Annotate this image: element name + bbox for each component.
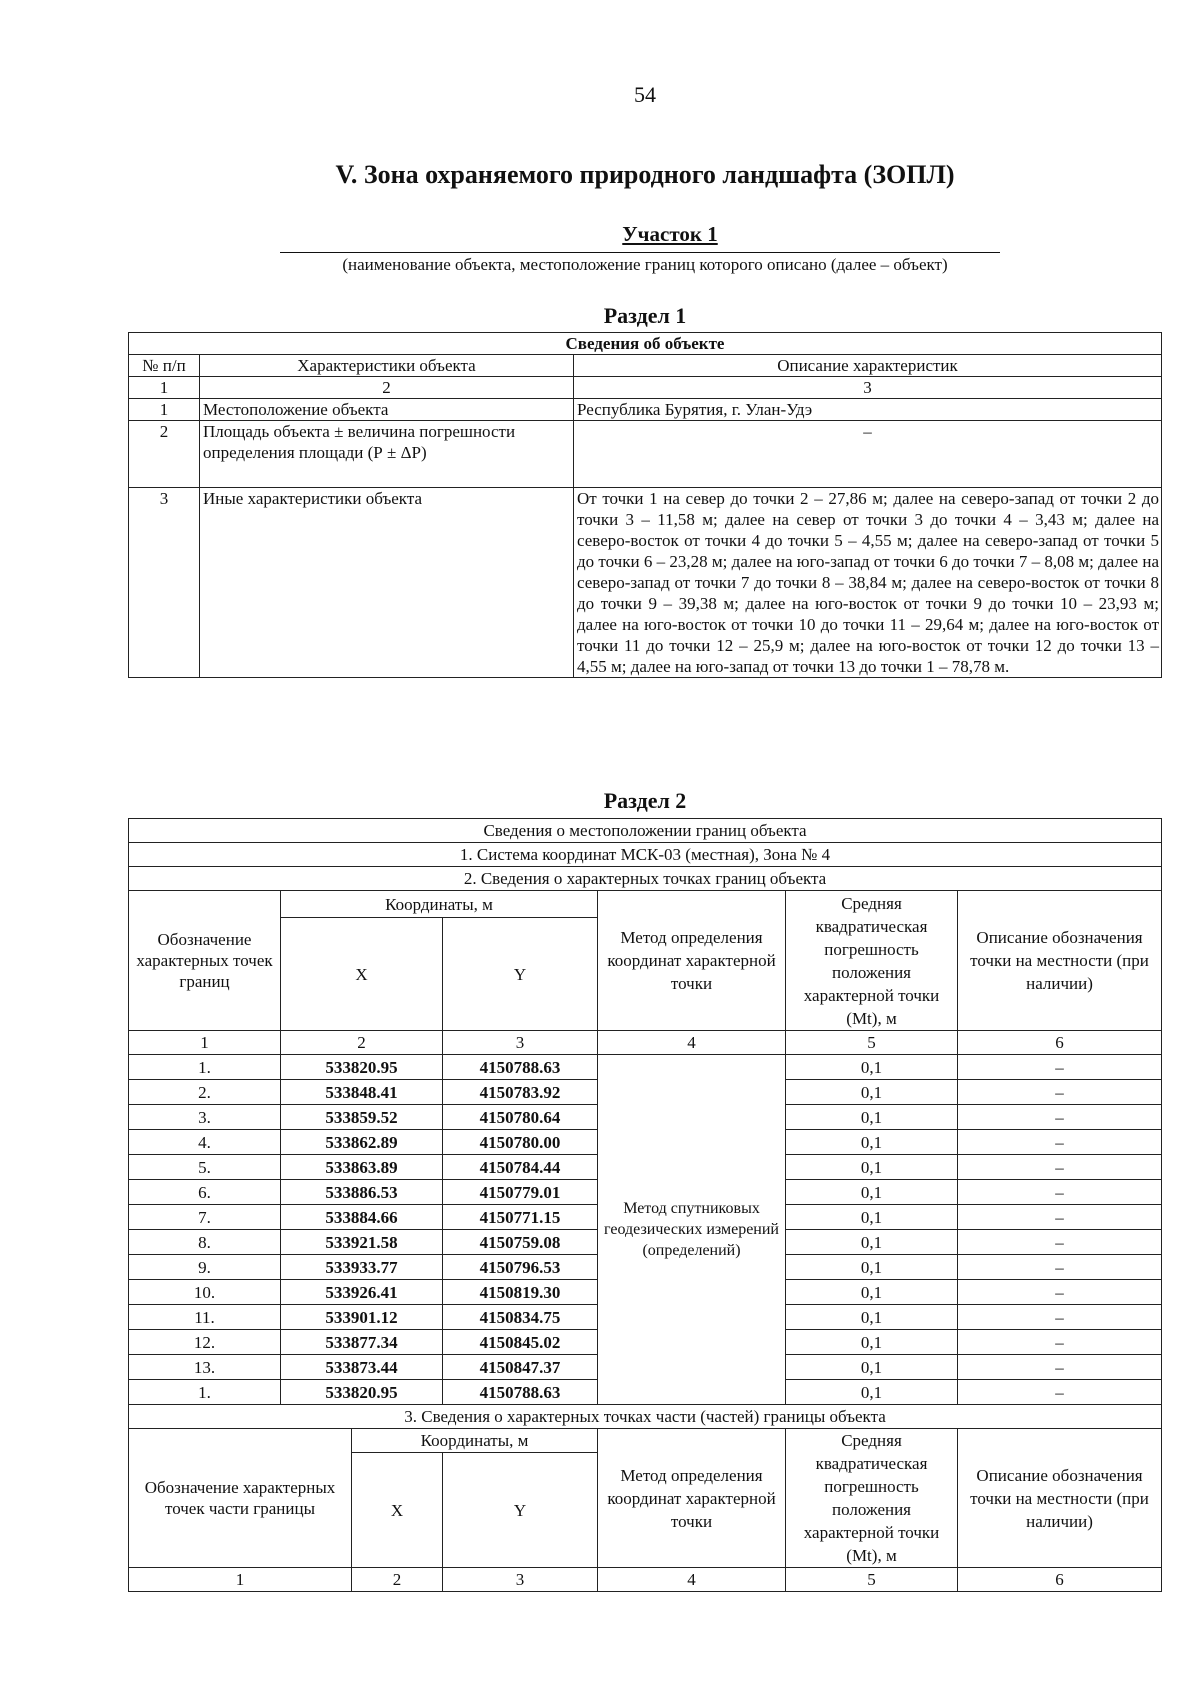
col-header-characteristics: Характеристики объекта xyxy=(200,355,574,377)
table-row xyxy=(129,421,1162,488)
object-info-table xyxy=(128,332,1162,678)
point-error: 0,1 xyxy=(786,1205,958,1230)
point-desc: – xyxy=(958,1155,1162,1180)
point-y: 4150771.15 xyxy=(443,1205,598,1230)
uchastok-label: Участок 1 xyxy=(622,222,718,246)
point-desc: – xyxy=(958,1305,1162,1330)
row-value: Республика Бурятия, г. Улан-Удэ xyxy=(574,399,1162,421)
point-y: 4150783.92 xyxy=(443,1080,598,1105)
object-info-title: Сведения об объекте xyxy=(129,333,1162,355)
point-error: 0,1 xyxy=(786,1130,958,1155)
point-label: 10. xyxy=(129,1280,281,1305)
col-number: 3 xyxy=(443,1031,598,1055)
point-desc: – xyxy=(958,1055,1162,1080)
point-error: 0,1 xyxy=(786,1230,958,1255)
point-desc: – xyxy=(958,1380,1162,1405)
row-num: 1 xyxy=(129,399,200,421)
col-number: 5 xyxy=(786,1568,958,1592)
point-x: 533863.89 xyxy=(281,1155,443,1180)
hdr-x: X xyxy=(352,1453,443,1568)
hdr-point: Обозначение характерных точек границ xyxy=(129,891,281,1031)
point-y: 4150780.00 xyxy=(443,1130,598,1155)
page-number: 54 xyxy=(634,82,656,107)
point-label: 11. xyxy=(129,1305,281,1330)
point-x: 533886.53 xyxy=(281,1180,443,1205)
point-x: 533859.52 xyxy=(281,1105,443,1130)
point-desc: – xyxy=(958,1230,1162,1255)
point-y: 4150788.63 xyxy=(443,1380,598,1405)
point-x: 533848.41 xyxy=(281,1080,443,1105)
method-value: Метод спутниковых геодезических измерений (определений) xyxy=(598,1055,786,1405)
point-x: 533862.89 xyxy=(281,1130,443,1155)
point-desc: – xyxy=(958,1205,1162,1230)
point-label: 1. xyxy=(129,1055,281,1080)
point-x: 533820.95 xyxy=(281,1380,443,1405)
point-desc: – xyxy=(958,1180,1162,1205)
col-number: 4 xyxy=(598,1031,786,1055)
section-3-title: 3. Сведения о характерных точках части (частей) границы объекта xyxy=(129,1405,1162,1429)
point-label: 5. xyxy=(129,1155,281,1180)
razdel-1-heading: Раздел 1 xyxy=(603,303,687,328)
col-number: 4 xyxy=(598,1568,786,1592)
hdr-y: Y xyxy=(443,918,598,1031)
point-y: 4150796.53 xyxy=(443,1255,598,1280)
point-x: 533873.44 xyxy=(281,1355,443,1380)
point-y: 4150819.30 xyxy=(443,1280,598,1305)
row-value: От точки 1 на север до точки 2 – 27,86 м; далее на северо-запад от точки 2 до точки 3 – 11,58 м; далее на север от точки 3 до точки 4 – 3,43 м; далее на северо-восток от точки 4 до точки 5 – 4,55 м; далее на северо-запад от точки 5 до точки 6 – 23,28 м; далее на юго-запад от точки 6 до точки 7 – 8,08 м; далее на северо-запад от точки 7 до точки 8 – 38,84 м; далее на северо-восток от точки 8 до точки 9 – 39,38 м; далее на юго-восток от точки 9 до точки 10 – 23,93 м; далее на юго-восток от точки 10 до точки 11 – 29,64 м; далее на юго-восток от точки 11 до точки 12 – 25,9 м; далее на юго-восток от точки 12 до точки 13 – 4,55 м; далее на юго-запад от точки 13 до точки 1 – 78,78 м. xyxy=(574,488,1162,678)
hdr-desc: Описание обозначения точки на местности (при наличии) xyxy=(958,891,1162,1031)
point-y: 4150845.02 xyxy=(443,1330,598,1355)
point-error: 0,1 xyxy=(786,1080,958,1105)
point-error: 0,1 xyxy=(786,1155,958,1180)
col-header-description: Описание характеристик xyxy=(574,355,1162,377)
col-number: 6 xyxy=(958,1568,1162,1592)
point-error: 0,1 xyxy=(786,1330,958,1355)
col-header-num: № п/п xyxy=(129,355,200,377)
point-x: 533921.58 xyxy=(281,1230,443,1255)
razdel-2-heading: Раздел 2 xyxy=(603,788,687,813)
row-name: Местоположение объекта xyxy=(200,399,574,421)
point-label: 9. xyxy=(129,1255,281,1280)
row-value: – xyxy=(574,421,1162,488)
point-label: 7. xyxy=(129,1205,281,1230)
point-desc: – xyxy=(958,1080,1162,1105)
point-desc: – xyxy=(958,1255,1162,1280)
section-title: Сведения о местоположении границ объекта xyxy=(129,819,1162,843)
point-y: 4150779.01 xyxy=(443,1180,598,1205)
row-num: 3 xyxy=(129,488,200,678)
point-label: 2. xyxy=(129,1080,281,1105)
hdr-error: Средняя квадратическая погрешность положения характерной точки (Mt), м xyxy=(786,1429,958,1568)
coordinate-system: 1. Система координат МСК-03 (местная), Зона № 4 xyxy=(129,843,1162,867)
uchastok-note: (наименование объекта, местоположение границ которого описано (далее – объект) xyxy=(342,255,948,274)
point-error: 0,1 xyxy=(786,1380,958,1405)
point-error: 0,1 xyxy=(786,1280,958,1305)
col-number: 2 xyxy=(281,1031,443,1055)
point-label: 3. xyxy=(129,1105,281,1130)
point-x: 533926.41 xyxy=(281,1280,443,1305)
point-x: 533884.66 xyxy=(281,1205,443,1230)
hdr-y: Y xyxy=(443,1453,598,1568)
point-x: 533933.77 xyxy=(281,1255,443,1280)
point-desc: – xyxy=(958,1105,1162,1130)
row-name: Иные характеристики объекта xyxy=(200,488,574,678)
point-label: 4. xyxy=(129,1130,281,1155)
col-number: 3 xyxy=(443,1568,598,1592)
col-number: 1 xyxy=(129,1031,281,1055)
point-x: 533820.95 xyxy=(281,1055,443,1080)
page-title: V. Зона охраняемого природного ландшафта (ЗОПЛ) xyxy=(335,160,955,189)
col-number: 6 xyxy=(958,1031,1162,1055)
hdr-method: Метод определения координат характерной точки xyxy=(598,891,786,1031)
point-desc: – xyxy=(958,1355,1162,1380)
col-number: 2 xyxy=(352,1568,443,1592)
point-label: 6. xyxy=(129,1180,281,1205)
col-number: 2 xyxy=(200,377,574,399)
point-label: 1. xyxy=(129,1380,281,1405)
point-desc: – xyxy=(958,1130,1162,1155)
hdr-x: X xyxy=(281,918,443,1031)
section-2-title: 2. Сведения о характерных точках границ объекта xyxy=(129,867,1162,891)
point-error: 0,1 xyxy=(786,1305,958,1330)
hdr-coords: Координаты, м xyxy=(281,891,598,918)
table-row xyxy=(129,488,1162,678)
hdr-coords: Координаты, м xyxy=(352,1429,598,1453)
point-label: 12. xyxy=(129,1330,281,1355)
point-error: 0,1 xyxy=(786,1355,958,1380)
hdr-desc: Описание обозначения точки на местности (при наличии) xyxy=(958,1429,1162,1568)
point-y: 4150759.08 xyxy=(443,1230,598,1255)
col-number: 1 xyxy=(129,1568,352,1592)
row-name: Площадь объекта ± величина погрешности определения площади (Р ± ΔР) xyxy=(200,421,574,488)
hdr-method: Метод определения координат характерной точки xyxy=(598,1429,786,1568)
col-number: 5 xyxy=(786,1031,958,1055)
point-y: 4150834.75 xyxy=(443,1305,598,1330)
col-number: 1 xyxy=(129,377,200,399)
point-label: 8. xyxy=(129,1230,281,1255)
point-y: 4150847.37 xyxy=(443,1355,598,1380)
point-y: 4150784.44 xyxy=(443,1155,598,1180)
point-desc: – xyxy=(958,1280,1162,1305)
uchastok-line xyxy=(280,222,1000,253)
table-row xyxy=(129,399,1162,421)
coordinates-table xyxy=(128,818,1162,1592)
point-error: 0,1 xyxy=(786,1055,958,1080)
point-x: 533901.12 xyxy=(281,1305,443,1330)
point-error: 0,1 xyxy=(786,1255,958,1280)
col-number: 3 xyxy=(574,377,1162,399)
hdr-error: Средняя квадратическая погрешность положения характерной точки (Mt), м xyxy=(786,891,958,1031)
point-error: 0,1 xyxy=(786,1180,958,1205)
point-x: 533877.34 xyxy=(281,1330,443,1355)
point-y: 4150780.64 xyxy=(443,1105,598,1130)
hdr-point-part: Обозначение характерных точек части границы xyxy=(129,1429,352,1568)
row-num: 2 xyxy=(129,421,200,488)
point-y: 4150788.63 xyxy=(443,1055,598,1080)
table-row xyxy=(129,1055,1162,1080)
point-desc: – xyxy=(958,1330,1162,1355)
point-error: 0,1 xyxy=(786,1105,958,1130)
point-label: 13. xyxy=(129,1355,281,1380)
